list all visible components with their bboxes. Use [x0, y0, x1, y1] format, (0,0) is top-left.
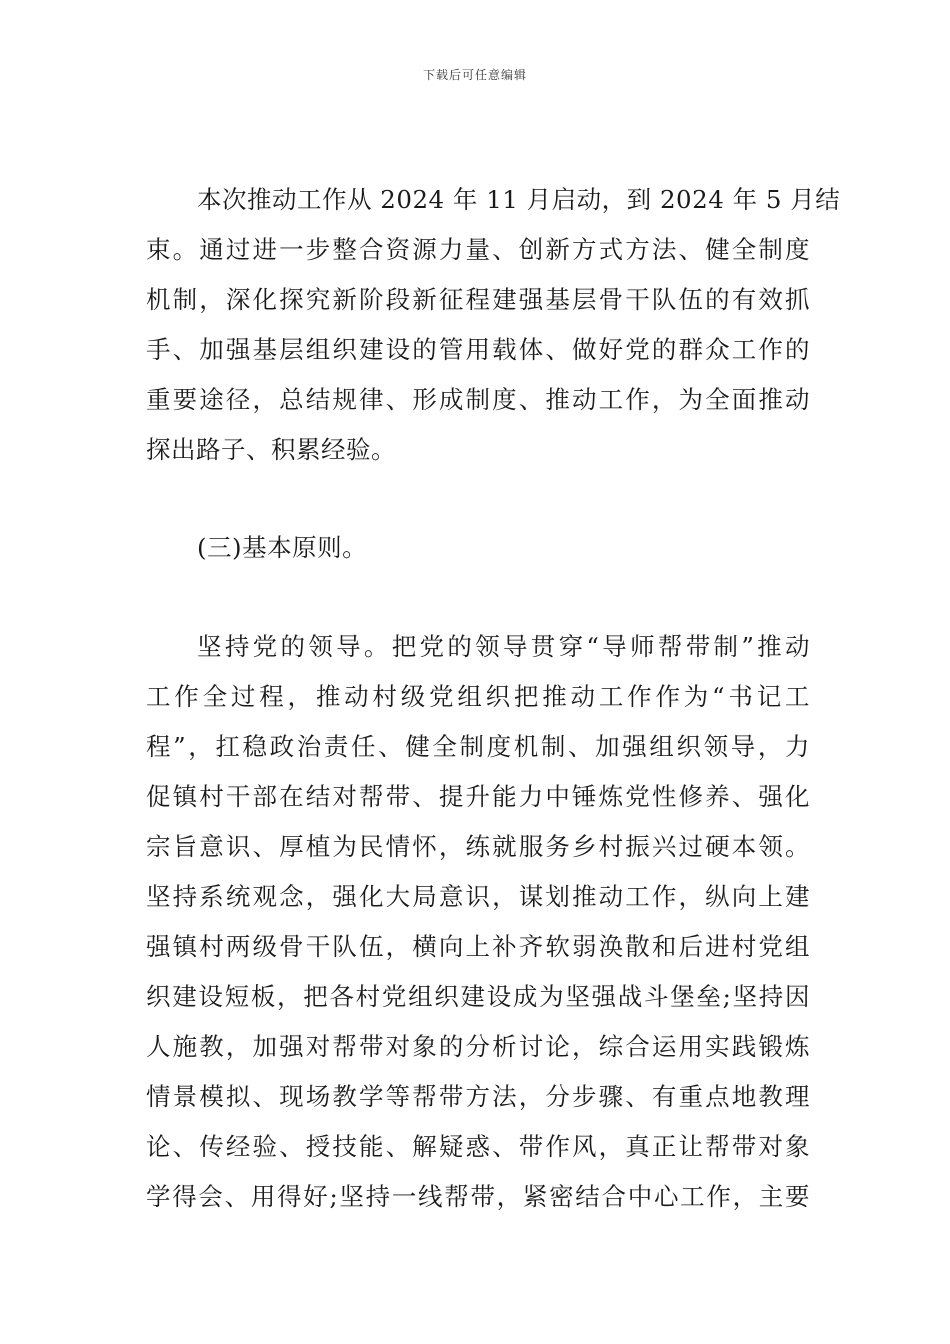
paragraph-line: 坚持系统观念，强化大局意识，谋划推动工作，纵向上建	[146, 882, 810, 911]
header-note: 下载后可任意编辑	[422, 68, 527, 82]
paragraph-line: 工作全过程，推动村级党组织把推动工作作为“书记工	[146, 682, 810, 711]
paragraph-line: 情景模拟、现场教学等帮带方法，分步骤、有重点地教理	[146, 1082, 810, 1111]
paragraph-line: 宗旨意识、厚植为民情怀，练就服务乡村振兴过硬本领。	[146, 832, 810, 861]
paragraph-line: 机制，深化探究新阶段新征程建强基层骨干队伍的有效抓	[146, 285, 810, 314]
paragraph-line: 促镇村干部在结对帮带、提升能力中锤炼党性修养、强化	[146, 782, 810, 811]
paragraph-line: 坚持党的领导。把党的领导贯穿“导师帮带制”推动	[197, 632, 810, 661]
paragraph-line: 织建设短板，把各村党组织建设成为坚强战斗堡垒;坚持因	[146, 982, 810, 1011]
paragraph-line: 论、传经验、授技能、解疑惑、带作风，真正让帮带对象	[146, 1132, 810, 1161]
paragraph-line: 探出路子、积累经验。	[146, 435, 396, 464]
paragraph-line: 本次推动工作从 2024 年 11 月启动，到 2024 年 5 月结	[197, 185, 841, 214]
paragraph-line: 手、加强基层组织建设的管用载体、做好党的群众工作的	[146, 335, 810, 364]
paragraph-line: 重要途径，总结规律、形成制度、推动工作，为全面推动	[146, 385, 810, 414]
paragraph-line: 程”，扛稳政治责任、健全制度机制、加强组织领导，力	[146, 732, 810, 761]
paragraph-line: 人施教，加强对帮带对象的分析讨论，综合运用实践锻炼	[146, 1032, 810, 1061]
section-heading: (三)基本原则。	[197, 533, 368, 562]
paragraph-line: 束。通过进一步整合资源力量、创新方式方法、健全制度	[146, 235, 810, 264]
paragraph-line: 强镇村两级骨干队伍，横向上补齐软弱涣散和后进村党组	[146, 932, 810, 961]
paragraph-line: 学得会、用得好;坚持一线帮带，紧密结合中心工作，主要	[146, 1182, 810, 1211]
